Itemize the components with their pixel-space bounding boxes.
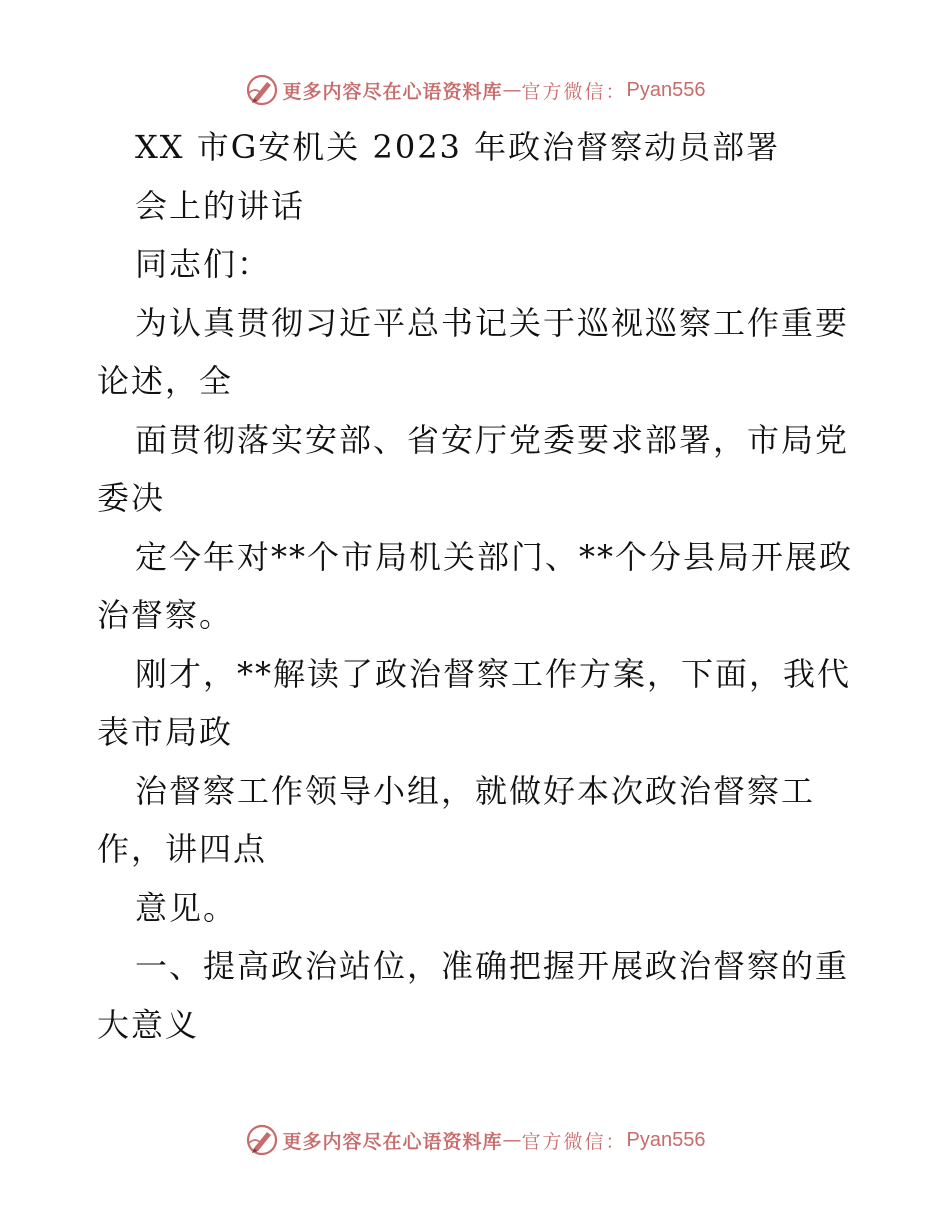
document-line: 定今年对**个市局机关部门、**个分县局开展政	[135, 537, 854, 576]
pen-circle-logo-icon	[245, 73, 279, 107]
document-line: XX 市G安机关 2023 年政治督察动员部署	[135, 128, 781, 166]
document-line: 治督察工作领导小组，就做好本次政治督察工	[135, 771, 816, 810]
footer-banner	[0, 1120, 950, 1160]
banner-separator: —	[502, 1129, 522, 1151]
banner-wechat-label: 官方微信：	[521, 80, 627, 103]
banner-separator: —	[502, 79, 522, 101]
document-line: 作，讲四点	[97, 830, 268, 868]
pen-circle-logo-icon	[245, 1123, 279, 1157]
document-line: 一、提高政治站位，准确把握开展政治督察的重	[135, 947, 850, 985]
document-line: 表市局政	[97, 713, 234, 751]
document-line: 委决	[97, 479, 166, 517]
document-line: 治督察。	[97, 596, 234, 634]
document-line: 论述，全	[97, 362, 234, 400]
banner-brand-text: 更多内容尽在心语资料库	[282, 80, 503, 103]
document-line: 大意义	[97, 1005, 200, 1044]
banner-account-id: Pyan556	[626, 1128, 706, 1151]
banner-account-id: Pyan556	[626, 78, 706, 101]
banner-wechat-label: 官方微信：	[521, 1130, 627, 1153]
document-line: 刚才，**解读了政治督察工作方案，下面，我代	[135, 654, 852, 693]
banner-brand-text: 更多内容尽在心语资料库	[282, 1130, 503, 1153]
header-banner	[0, 70, 950, 110]
document-line: 面贯彻落实安部、省安厅党委要求部署，市局党	[135, 420, 850, 459]
document-line: 意见。	[135, 888, 238, 927]
document-line: 会上的讲话	[135, 186, 306, 225]
document-body	[97, 118, 877, 1054]
document-line: 为认真贯彻习近平总书记关于巡视巡察工作重要	[135, 303, 850, 342]
document-line: 同志们：	[135, 245, 272, 283]
